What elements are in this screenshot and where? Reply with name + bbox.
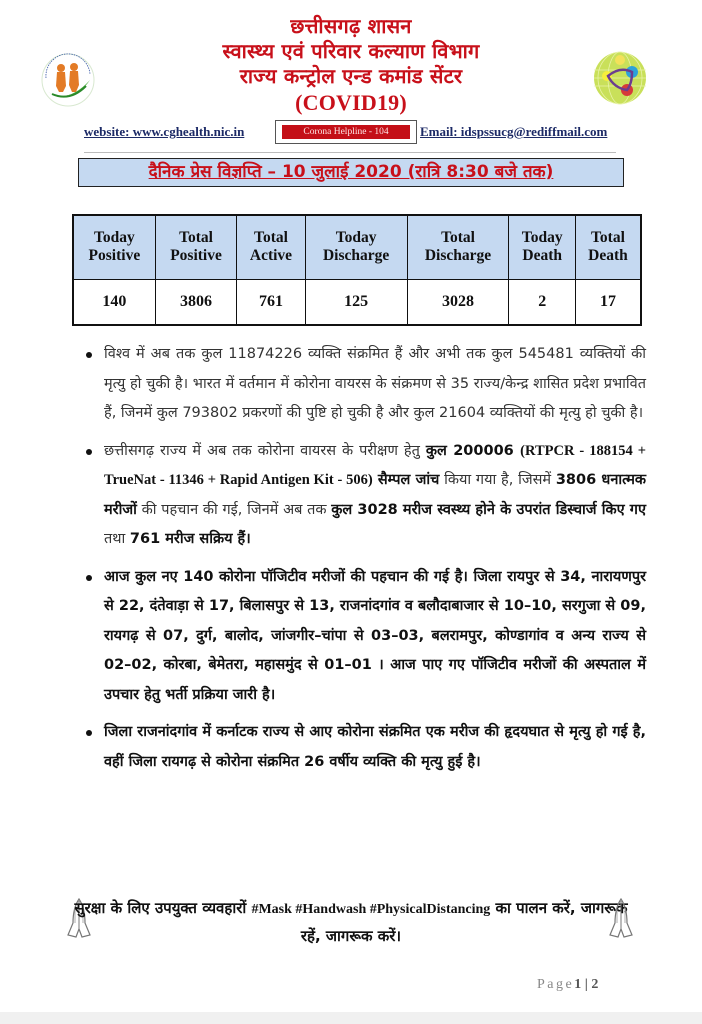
page-current: 1 [574, 977, 582, 992]
value-today-positive: 140 [73, 279, 155, 325]
safety-message-text: सुरक्षा के लिए उपयुक्त व्यवहारों [74, 899, 252, 917]
bullet-text: आज कुल नए 140 कोरोना पॉजिटीव मरीजों की पहचान की गई है। जिला रायपुर से 34, नारायणपुर से 22, दंतेवाड़ा से 17, बिलासपुर से 13, राजनांदगांव व बलौदाबाजार से 10–10, सरगुजा से 09, रायगढ़ से 07, दुर्ग, बालोद, जांजगीर–चांपा से 03–03, बलरामपुर, कोण्डागांव व अन्य राज्य से 02–02, कोरबा, बेमेतरा, महासमुंद से 01–01 । आज पाए गए पॉजिटीव मरीजों की अस्पताल में उपचार हेतु भर्ती प्रक्रिया जारी है। [104, 568, 646, 703]
bullet-text: छत्तीसगढ़ राज्य में अब तक कोरोना वायरस के परीक्षण हेतु [104, 442, 426, 459]
contact-row [80, 120, 640, 144]
header-total-positive: Total Positive [155, 215, 237, 279]
bullet-world-india-stats [86, 340, 646, 429]
header-today-discharge: Today Discharge [305, 215, 407, 279]
department-title: स्वास्थ्य एवं परिवार कल्याण विभाग [222, 39, 480, 63]
header-total-active: Total Active [237, 215, 305, 279]
positive-patients: 3806 धनात्मक मरीजों [104, 472, 647, 518]
header-total-discharge: Total Discharge [407, 215, 509, 279]
page-label: Page [537, 977, 575, 992]
value-total-death: 17 [575, 279, 641, 325]
website-link[interactable]: website: www.cghealth.nic.in [84, 124, 245, 139]
bullet-dot-icon [86, 730, 92, 736]
press-release-title: दैनिक प्रेस विज्ञप्ति – 10 जुलाई 2020 (रात्रि 8:30 बजे तक) [148, 162, 554, 182]
center-title: राज्य कन्ट्रोल एन्ड कमांड सेंटर [239, 64, 463, 88]
page-total: 2 [591, 977, 599, 992]
bullet-deaths [86, 718, 646, 777]
total-tests: कुल 200006 [425, 442, 521, 459]
page-number [537, 977, 598, 993]
bullet-text: तथा [104, 531, 130, 547]
bullet-text: विश्व में अब तक कुल 11874226 व्यक्ति संक्रमित हैं और अभी तक कुल 545481 व्यक्तियों की मृत्यु हो चुकी है। भारत में वर्तमान में कोरोना वायरस के संक्रमण से 35 राज्य/केन्द्र शासित प्रदेश प्रभावित हैं, जिनमें कुल 793802 प्रकरणों की पुष्टि हो चुकी है और कुल 21604 व्यक्तियों की मृत्यु हो चुकी है। [104, 346, 646, 421]
header-today-death: Today Death [509, 215, 575, 279]
table-header-row [73, 215, 641, 279]
bullet-dot-icon [86, 449, 92, 455]
bullet-state-testing [86, 437, 646, 555]
bullet-dot-icon [86, 575, 92, 581]
covid-title: (COVID19) [295, 90, 407, 115]
bullet-new-cases-by-district [86, 563, 646, 711]
page-separator: | [581, 977, 592, 992]
safety-hashtags: #Mask #Handwash #PhysicalDistancing [251, 902, 491, 917]
press-release-banner [78, 158, 624, 187]
bullet-text: की पहचान की गई, जिनमें अब तक [136, 501, 332, 518]
value-total-positive: 3806 [155, 279, 237, 325]
sample-test-label: सैम्पल जांच [372, 472, 440, 488]
table-row [73, 279, 641, 325]
discharged-patients: कुल 3028 मरीज स्वस्थ्य होने के उपरांत डिस्चार्ज किए गए [331, 501, 646, 518]
bullet-text: जिला राजनांदगांव में कर्नाटक राज्य से आए कोरोना संक्रमित एक मरीज की हृदयघात से मृत्यु हो गई है, वहीं जिला रायगढ़ से कोरोना संक्रमित 26 वर्षीय व्यक्ति की मृत्यु हुई है। [104, 724, 646, 770]
active-patients: 761 मरीज सक्रिय हैं। [129, 531, 251, 547]
safety-message [66, 895, 636, 950]
letterhead [0, 0, 702, 150]
govt-title: छत्तीसगढ़ शासन [290, 14, 412, 38]
header-total-death: Total Death [575, 215, 641, 279]
viewer-bottom-strip [0, 1012, 702, 1024]
header-today-positive: Today Positive [73, 215, 155, 279]
bullet-list [86, 340, 646, 777]
test-breakdown: (RTPCR - 188154 + TrueNat - 11346 + Rapid Antigen Kit - 506) [104, 442, 646, 488]
value-today-discharge: 125 [305, 279, 407, 325]
bullet-dot-icon [86, 352, 92, 358]
helpline-label: Corona Helpline - 104 [282, 125, 410, 139]
email-link[interactable]: Email: idspssucg@rediffmail.com [420, 124, 608, 139]
state-logo-icon [592, 50, 648, 106]
covid-stats-table [72, 214, 642, 326]
namaste-hands-icon [606, 897, 636, 941]
safety-message-text: का पालन करें, जागरूक रहें, जागरूक करें। [300, 899, 628, 945]
helpline-box [275, 120, 417, 144]
bullet-text: किया गया है, जिसमें [439, 472, 556, 488]
header-divider [84, 152, 616, 153]
value-today-death: 2 [509, 279, 575, 325]
value-total-active: 761 [237, 279, 305, 325]
value-total-discharge: 3028 [407, 279, 509, 325]
